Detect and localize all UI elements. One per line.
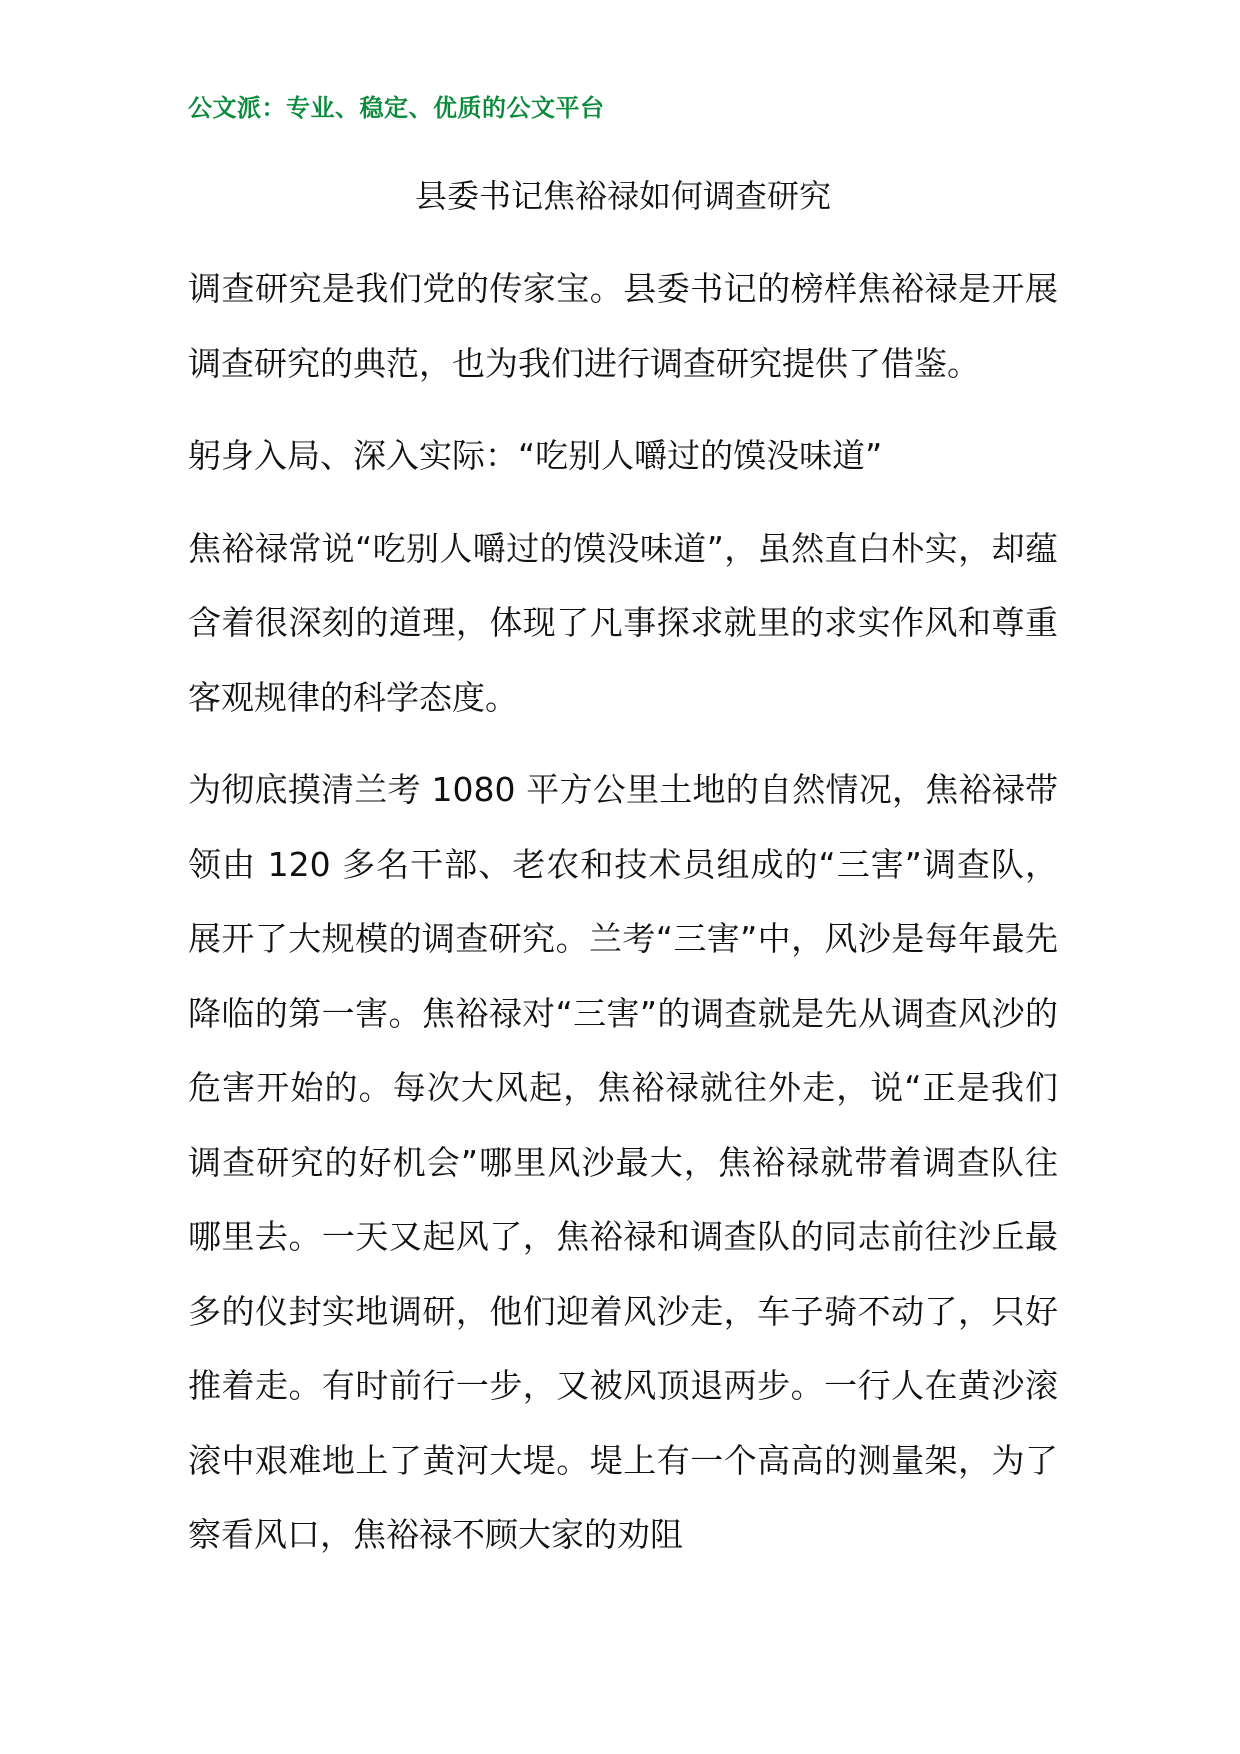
paragraph-quote: 焦裕禄常说“吃别人嚼过的馍没味道”，虽然直白朴实，却蕴含着很深刻的道理，体现了凡事探求就里的求实作风和尊重客观规律的科学态度。 xyxy=(188,528,1058,717)
document-title: 县委书记焦裕禄如何调查研究 xyxy=(414,177,831,215)
paragraph-intro: 调查研究是我们党的传家宝。县委书记的榜样焦裕禄是开展调查研究的典范，也为我们进行调查研究提供了借鉴。 xyxy=(188,269,1058,383)
document-body xyxy=(188,252,1058,1591)
section-heading: 躬身入局、深入实际：“吃别人嚼过的馍没味道” xyxy=(188,436,883,475)
paragraph-investigation: 为彻底摸清兰考 1080 平方公里土地的自然情况，焦裕禄带领由 120 多名干部、老农和技术员组成的“三害”调查队，展开了大规模的调查研究。兰考“三害”中，风沙是每年最先降临的第一害。焦裕禄对“三害”的调查就是先从调查风沙的危害开始的。每次大风起，焦裕禄就往外走，说“正是我们调查研究的好机会”哪里风沙最大，焦裕禄就带着调查队往哪里去。一天又起风了，焦裕禄和调查队的同志前往沙丘最多的仪封实地调研，他们迎着风沙走，车子骑不动了，只好推着走。有时前行一步，又被风顶退两步。一行人在黄沙滚滚中艰难地上了黄河大堤。堤上有一个高高的测量架，为了察看风口，焦裕禄不顾大家的劝阻 xyxy=(188,770,1058,1554)
header-brand-text: 公文派：专业、稳定、优质的公文平台 xyxy=(188,93,605,122)
